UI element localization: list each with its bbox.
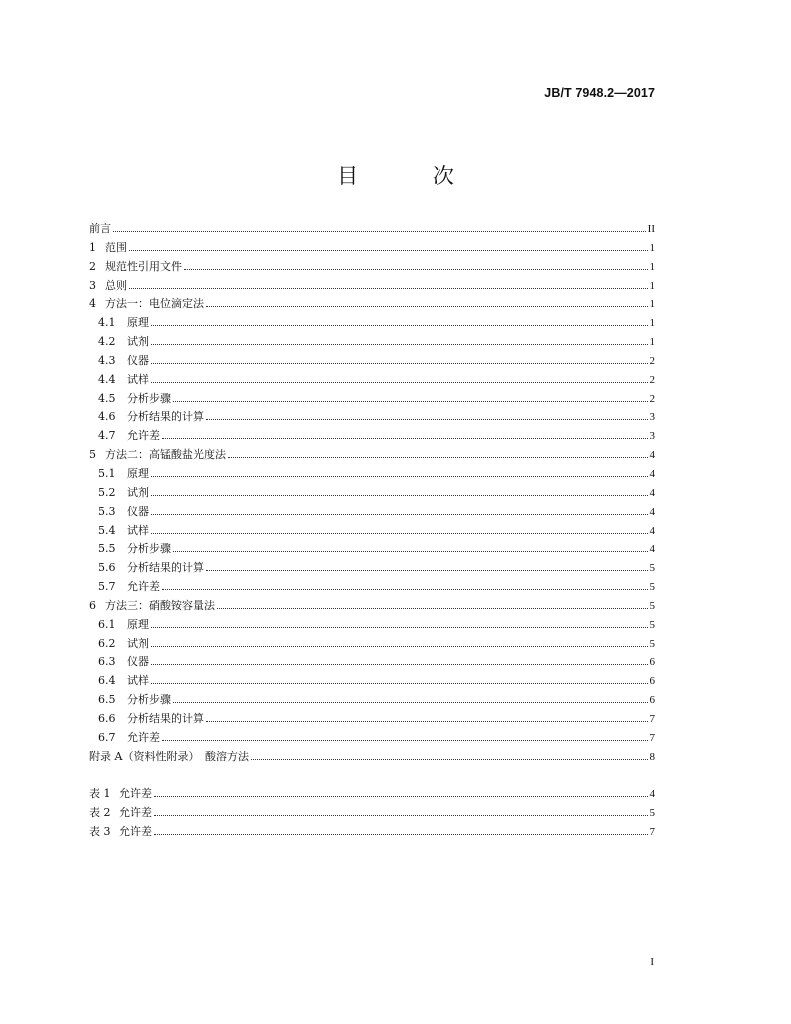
toc-entry-number: 4.4 [98, 372, 116, 386]
toc-entry-label: 方法三：硝酸铵容量法 [105, 598, 215, 612]
toc-entry-label: 仪器 [127, 655, 149, 669]
toc-entry[interactable] [89, 672, 655, 691]
dot-leader [173, 702, 648, 703]
toc-entry-label: 允许差 [127, 580, 160, 594]
toc-entry-page: 1 [649, 241, 655, 254]
toc-entry-number: 1 [89, 240, 96, 254]
dot-leader [151, 344, 648, 345]
toc-entry-label: 允许差 [119, 787, 152, 801]
dot-leader [151, 664, 648, 665]
toc-entry[interactable] [89, 748, 655, 767]
toc-entry[interactable] [89, 333, 655, 352]
dot-leader [151, 627, 648, 628]
dot-leader [206, 306, 648, 307]
toc-entry-label: 分析结果的计算 [127, 410, 204, 424]
toc-entry-label: 总则 [105, 278, 127, 292]
toc-entry-page: 3 [649, 411, 655, 424]
toc-entry[interactable] [89, 277, 655, 296]
toc-entry-label: 分析步骤 [127, 693, 171, 707]
toc-entry-number: 5.6 [98, 561, 116, 575]
toc-entry-number: 4.5 [98, 391, 116, 405]
toc-entry-label: 分析结果的计算 [127, 711, 204, 725]
toc-entry-page: 6 [649, 675, 655, 688]
toc-entry[interactable] [89, 239, 655, 258]
toc-entry-number: 表 2 [89, 806, 111, 820]
toc-entry-page: 3 [649, 430, 655, 443]
toc-entry-number: 4.6 [98, 410, 116, 424]
dot-leader [206, 419, 648, 420]
toc-entry[interactable] [89, 597, 655, 616]
toc-entry[interactable] [89, 540, 655, 559]
toc-entry-label: 仪器 [127, 504, 149, 518]
toc-entry-label: 试样 [127, 674, 149, 688]
toc-entry-number: 表 1 [89, 787, 111, 801]
toc-entry[interactable] [89, 446, 655, 465]
dot-leader [151, 683, 648, 684]
toc-entry-number: 4.3 [98, 353, 116, 367]
toc-entry[interactable] [89, 352, 655, 371]
dot-leader [217, 608, 648, 609]
toc-entry[interactable] [89, 691, 655, 710]
toc-entry-number: 5.1 [98, 466, 116, 480]
toc-entry-number: 4 [89, 297, 96, 311]
table-of-contents [89, 220, 655, 842]
toc-entry[interactable] [89, 503, 655, 522]
toc-entry[interactable] [89, 295, 655, 314]
toc-table-entry[interactable] [89, 823, 655, 842]
toc-entry[interactable] [89, 484, 655, 503]
toc-entry-label: 分析步骤 [127, 391, 171, 405]
toc-entry[interactable] [89, 635, 655, 654]
toc-entry-label: 试样 [127, 372, 149, 386]
dot-leader [184, 269, 648, 270]
toc-entry-page: 1 [649, 279, 655, 292]
toc-entry-page: 5 [649, 807, 655, 820]
toc-entry-label: 允许差 [119, 806, 152, 820]
toc-entry-label: 方法二：高锰酸盐光度法 [105, 448, 226, 462]
toc-entry-page: 7 [649, 826, 655, 839]
toc-entry-page: 1 [649, 317, 655, 330]
dot-leader [113, 231, 646, 232]
toc-entry-label: 试剂 [127, 335, 149, 349]
dot-leader [151, 363, 648, 364]
toc-entry[interactable] [89, 578, 655, 597]
toc-entry-page: 5 [649, 618, 655, 631]
toc-entry-label: 原理 [127, 316, 149, 330]
dot-leader [228, 457, 648, 458]
toc-entry-label: 允许差 [127, 730, 160, 744]
toc-entry-number: 6.3 [98, 655, 116, 669]
dot-leader [154, 815, 648, 816]
toc-entry[interactable] [89, 465, 655, 484]
dot-leader [151, 514, 648, 515]
dot-leader [129, 288, 648, 289]
toc-entry-page: 5 [649, 581, 655, 594]
toc-entry[interactable] [89, 710, 655, 729]
toc-entry-page: 4 [649, 467, 655, 480]
dot-leader [162, 589, 648, 590]
dot-leader [129, 250, 648, 251]
dot-leader [151, 495, 648, 496]
dot-leader [151, 476, 648, 477]
toc-entry-number: 4.2 [98, 335, 116, 349]
toc-entry-page: 2 [649, 373, 655, 386]
toc-entry-label: 分析结果的计算 [127, 561, 204, 575]
toc-entry-page: 5 [649, 637, 655, 650]
toc-entry-label: 规范性引用文件 [105, 259, 182, 273]
toc-entry-number: 5 [89, 448, 96, 462]
dot-leader [151, 646, 648, 647]
toc-entry-label: 方法一：电位滴定法 [105, 297, 204, 311]
toc-entry[interactable] [89, 729, 655, 748]
toc-entry-label: 允许差 [127, 429, 160, 443]
toc-entry-number: 5.5 [98, 542, 116, 556]
toc-entry-page: 4 [649, 505, 655, 518]
toc-entry[interactable] [89, 427, 655, 446]
toc-entry-label: 试剂 [127, 485, 149, 499]
dot-leader [206, 570, 648, 571]
toc-entry-label: 试剂 [127, 636, 149, 650]
document-code: JB/T 7948.2—2017 [544, 86, 655, 100]
toc-entry-page: 2 [649, 354, 655, 367]
toc-entry-page: 1 [649, 298, 655, 311]
toc-entry-label: 仪器 [127, 353, 149, 367]
toc-entry-number: 5.4 [98, 523, 116, 537]
toc-entry[interactable] [89, 390, 655, 409]
dot-leader [162, 438, 648, 439]
toc-title: 目 次 [337, 164, 488, 188]
toc-entry[interactable] [89, 314, 655, 333]
toc-table-entry[interactable] [89, 785, 655, 804]
dot-leader [251, 759, 648, 760]
toc-entry-label: 附录 A（资料性附录） 酸溶方法 [89, 749, 249, 763]
toc-entry-label: 分析步骤 [127, 542, 171, 556]
toc-entry-page: 4 [649, 524, 655, 537]
toc-entry-number: 6 [89, 598, 96, 612]
toc-entry-label: 试样 [127, 523, 149, 537]
toc-entry-page: 4 [649, 486, 655, 499]
toc-entry-number: 6.2 [98, 636, 116, 650]
toc-entry-number: 3 [89, 278, 96, 292]
toc-entry-number: 5.2 [98, 485, 116, 499]
toc-entry[interactable] [89, 653, 655, 672]
toc-entry-label: 原理 [127, 466, 149, 480]
toc-entry-page: 6 [649, 656, 655, 669]
dot-leader [154, 796, 648, 797]
toc-entry-number: 6.6 [98, 711, 116, 725]
toc-entry-number: 表 3 [89, 825, 111, 839]
dot-leader [151, 533, 648, 534]
toc-entry-label: 前言 [89, 222, 111, 235]
toc-entry-page: 5 [649, 599, 655, 612]
dot-leader [151, 325, 648, 326]
dot-leader [173, 551, 648, 552]
dot-leader [173, 401, 648, 402]
toc-entry-label: 允许差 [119, 825, 152, 839]
toc-entry[interactable] [89, 522, 655, 541]
toc-entry-number: 4.1 [98, 316, 116, 330]
toc-entry-page: 6 [649, 694, 655, 707]
dot-leader [206, 721, 648, 722]
toc-entry[interactable] [89, 220, 655, 239]
toc-entry-number: 6.7 [98, 730, 116, 744]
toc-entry-page: 1 [649, 260, 655, 273]
toc-entry-page: 4 [649, 449, 655, 462]
toc-entry-page: 8 [649, 750, 655, 763]
toc-entry[interactable] [89, 258, 655, 277]
toc-entry[interactable] [89, 371, 655, 390]
toc-entry-page: 4 [649, 788, 655, 801]
toc-entry-number: 4.7 [98, 429, 116, 443]
toc-table-entry[interactable] [89, 804, 655, 823]
toc-entry-number: 6.5 [98, 693, 116, 707]
dot-leader [151, 382, 648, 383]
toc-entry-number: 5.7 [98, 580, 116, 594]
page-number: I [650, 956, 654, 968]
toc-entry[interactable] [89, 408, 655, 427]
toc-entry-page: 5 [649, 562, 655, 575]
toc-entry-label: 原理 [127, 617, 149, 631]
dot-leader [154, 834, 648, 835]
toc-entry-page: 1 [649, 336, 655, 349]
toc-entry-page: 7 [649, 712, 655, 725]
toc-entry-page: 7 [649, 731, 655, 744]
toc-entry-label: 范围 [105, 240, 127, 254]
dot-leader [162, 740, 648, 741]
toc-entry[interactable] [89, 616, 655, 635]
toc-entry-number: 6.4 [98, 674, 116, 688]
toc-entry-number: 2 [89, 259, 96, 273]
toc-entry-number: 5.3 [98, 504, 116, 518]
toc-entry-page: II [647, 223, 655, 235]
toc-entry[interactable] [89, 559, 655, 578]
toc-entry-page: 4 [649, 543, 655, 556]
toc-entry-page: 2 [649, 392, 655, 405]
toc-entry-number: 6.1 [98, 617, 116, 631]
